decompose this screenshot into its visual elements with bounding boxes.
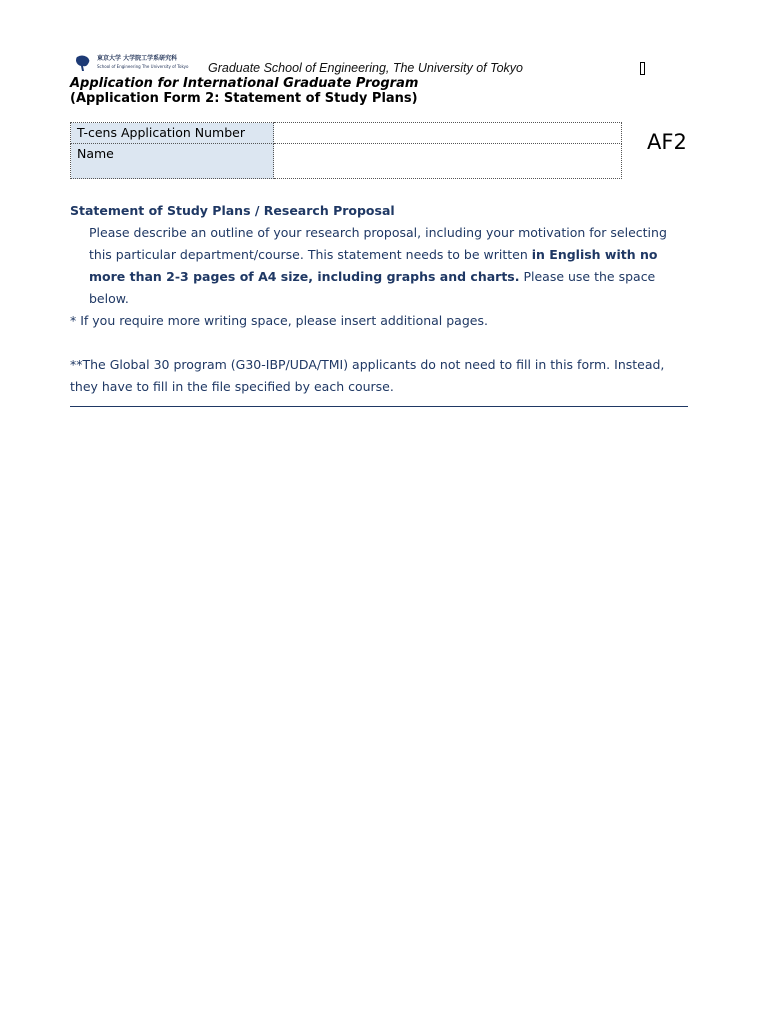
- missing-glyph-box: [640, 62, 645, 75]
- section-heading: Statement of Study Plans / Research Proposal: [70, 203, 395, 218]
- logo-japanese-text: 東京大学 大学院工学系研究科: [97, 55, 178, 62]
- instructions-text-2: Please use the space below.: [89, 269, 656, 306]
- application-number-row: [71, 123, 622, 144]
- extra-space-note: * If you require more writing space, please insert additional pages.: [70, 313, 488, 328]
- ginkgo-logo-icon: [74, 54, 94, 72]
- instructions-paragraph: [89, 222, 689, 310]
- g30-note: **The Global 30 program (G30-IBP/UDA/TMI) applicants do not need to fill in this form. Instead, they have to fill in the file specified by each course.: [70, 357, 665, 394]
- name-row: [71, 144, 622, 179]
- instructions-text-1: Please describe an outline of your research proposal, including your motivation for selecting this particular department/course. This statement needs to be written: [89, 225, 667, 262]
- page-subtitle: (Application Form 2: Statement of Study Plans): [70, 91, 418, 106]
- application-number-label: T-cens Application Number: [71, 123, 274, 144]
- divider-line: [70, 406, 688, 407]
- school-name: Graduate School of Engineering, The University of Tokyo: [208, 61, 523, 75]
- application-number-field[interactable]: [274, 123, 622, 144]
- page-title: Application for International Graduate Program: [70, 76, 419, 91]
- form-code: AF2: [647, 130, 687, 154]
- name-field[interactable]: [274, 144, 622, 179]
- instructions-emphasis: in English with no more than 2-3 pages of A4 size, including graphs and charts.: [89, 247, 658, 284]
- applicant-info-table: [70, 122, 622, 179]
- logo-english-text: School of Engineering The University of Tokyo: [97, 64, 189, 69]
- name-label: Name: [71, 144, 274, 179]
- university-logo: [74, 54, 208, 72]
